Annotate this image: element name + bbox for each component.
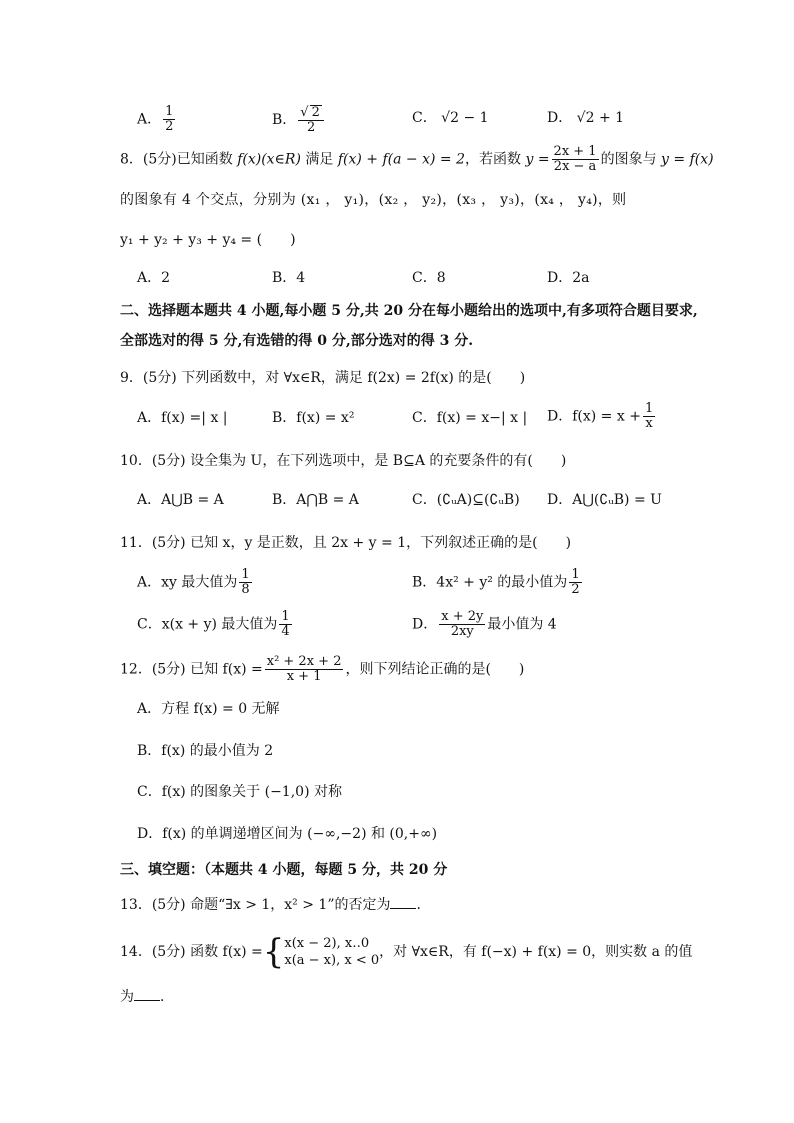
denominator: 2 [306, 120, 316, 135]
fraction [569, 568, 581, 597]
numerator: x² + 2x + 2 [266, 654, 342, 669]
math: y = [525, 151, 550, 168]
q11-option-a [137, 568, 254, 597]
text: 为 [120, 989, 134, 1005]
numerator: 2x + 1 [553, 144, 597, 159]
q7-option-d: D． √2 + 1 [547, 110, 625, 126]
fraction [439, 610, 485, 639]
q8-option-d: D．2a [547, 270, 590, 286]
option-text: 2 + 1 [585, 110, 625, 126]
fraction [163, 105, 175, 134]
q10-option-b: B．A⋂B = A [272, 492, 359, 508]
denominator: 2xy [450, 624, 474, 639]
text: 14．(5分) 函数 f(x) = [120, 944, 263, 960]
q12-option-d: D．f(x) 的单调递增区间为 (−∞,−2) 和 (0,+∞) [137, 826, 438, 842]
q9-option-a: A．f(x) =| x | [137, 410, 228, 426]
option-letter: B． [272, 112, 297, 128]
option-letter: C． [412, 110, 437, 126]
denominator: 2x − a [553, 159, 597, 174]
math: y = f(x) [661, 151, 714, 168]
numerator: 1 [644, 401, 654, 416]
text: ，对 ∀x∈R，有 f(−x) + f(x) = 0，则实数 a 的值 [379, 944, 693, 960]
q8-option-b: B．4 [272, 270, 306, 286]
q8-stem-line2: 的图象有 4 个交点，分别为 (x₁ ， y₁)，(x₂ ， y₂)，(x₃ ， y₃)，(x₄ ， y₄)，则 [120, 192, 627, 208]
text: 8．(5分)已知函数 [120, 151, 238, 168]
answer-blank [390, 896, 416, 909]
q12-option-b: B．f(x) 的最小值为 2 [137, 743, 274, 759]
denominator: 2 [571, 582, 580, 597]
q7-option-a [137, 105, 177, 134]
fraction [279, 610, 291, 639]
q10-stem: 10．(5分) 设全集为 U，在下列选项中，是 B⊆A 的充要条件的有( ) [120, 453, 567, 469]
brace-symbol: { [262, 932, 285, 972]
q8-stem-line3: y₁ + y₂ + y₃ + y₄ = ( ) [120, 232, 296, 248]
option-text: 2 − 1 [450, 110, 489, 126]
case-1: x(x − 2), x‥0 [284, 936, 370, 951]
text: 的图象与 [600, 151, 662, 168]
denominator: x + 1 [286, 669, 322, 684]
numerator: x + 2y [441, 609, 484, 624]
q10-option-c: C．(∁ᵤA)⊆(∁ᵤB) [412, 492, 520, 508]
denominator: 8 [241, 582, 250, 597]
text: 12．(5分) 已知 f(x) = [120, 661, 263, 678]
option-text: B．4x² + y² 的最小值为 [412, 574, 568, 591]
q9-option-d [547, 402, 657, 431]
option-letter: D． [412, 616, 438, 633]
denominator: x [645, 416, 653, 431]
fraction [643, 402, 655, 431]
text: 满足 [300, 151, 338, 168]
numerator: 1 [165, 104, 174, 119]
q13-stem [120, 894, 430, 916]
text: ． [160, 989, 174, 1005]
q8-option-a: A．2 [137, 270, 171, 286]
fraction [265, 655, 344, 684]
fraction [552, 145, 599, 174]
q7-option-c: C． √2 − 1 [412, 110, 489, 126]
numerator: 1 [571, 567, 580, 582]
q8-stem-line1 [120, 145, 714, 174]
option-text: A．xy 最大值为 [137, 574, 238, 591]
q11-stem: 11．(5分) 已知 x，y 是正数，且 2x + y = 1，下列叙述正确的是( ) [120, 535, 572, 551]
option-letter: D． [547, 110, 573, 126]
section2-heading-line2: 全部选对的得 5 分,有选错的得 0 分,部分选对的得 3 分. [120, 333, 474, 349]
option-text: 最小值为 4 [487, 616, 557, 633]
text: 13．(5分) 命题“∃x > 1，x² > 1”的否定为 [120, 897, 391, 913]
q14-stem-line1 [120, 932, 693, 972]
fraction [298, 105, 324, 135]
case-2: x(a − x), x < 0 [284, 953, 380, 968]
q9-option-c: C．f(x) = x−| x | [412, 410, 528, 426]
fraction [239, 568, 251, 597]
text: ． [416, 897, 431, 913]
q8-option-c: C．8 [412, 270, 446, 286]
q14-stem-line2 [120, 986, 174, 1008]
q11-option-d [412, 610, 557, 639]
piecewise-cases [284, 935, 379, 969]
q9-option-b: B．f(x) = x² [272, 410, 355, 426]
numerator: 1 [281, 609, 290, 624]
q10-option-d: D．A⋃(∁ᵤB) = U [547, 492, 662, 508]
q12-option-a: A．方程 f(x) = 0 无解 [137, 701, 280, 717]
numerator: 1 [241, 567, 250, 582]
q12-option-c: C．f(x) 的图象关于 (−1,0) 对称 [137, 784, 342, 800]
option-letter: A． [137, 111, 162, 128]
q7-option-b [272, 105, 326, 135]
option-text: C．x(x + y) 最大值为 [137, 616, 278, 633]
q11-option-b [412, 568, 584, 597]
q12-stem [120, 655, 524, 684]
denominator: 2 [165, 119, 174, 134]
answer-blank [134, 988, 160, 1001]
section2-heading-line1: 二、选择题本题共 4 小题,每小题 5 分,共 20 分在每小题给出的选项中,有多项符合题目要求, [120, 303, 698, 319]
math: f(x)(x∈R) [237, 151, 301, 168]
radicand: 2 [311, 105, 320, 120]
numerator: √ 2 [298, 105, 324, 121]
denominator: 4 [281, 624, 290, 639]
q11-option-c [137, 610, 294, 639]
text: ，则下列结论正确的是( ) [345, 661, 525, 678]
text: ，若函数 [465, 151, 526, 168]
math: f(x) + f(a − x) = 2 [337, 151, 465, 168]
q9-stem: 9．(5分) 下列函数中，对 ∀x∈R，满足 f(2x) = 2f(x) 的是( ) [120, 370, 526, 386]
q10-option-a: A．A⋃B = A [137, 492, 224, 508]
option-text: D．f(x) = x + [547, 408, 641, 425]
section3-heading: 三、填空题：（本题共 4 小题，每题 5 分，共 20 分 [120, 862, 448, 878]
